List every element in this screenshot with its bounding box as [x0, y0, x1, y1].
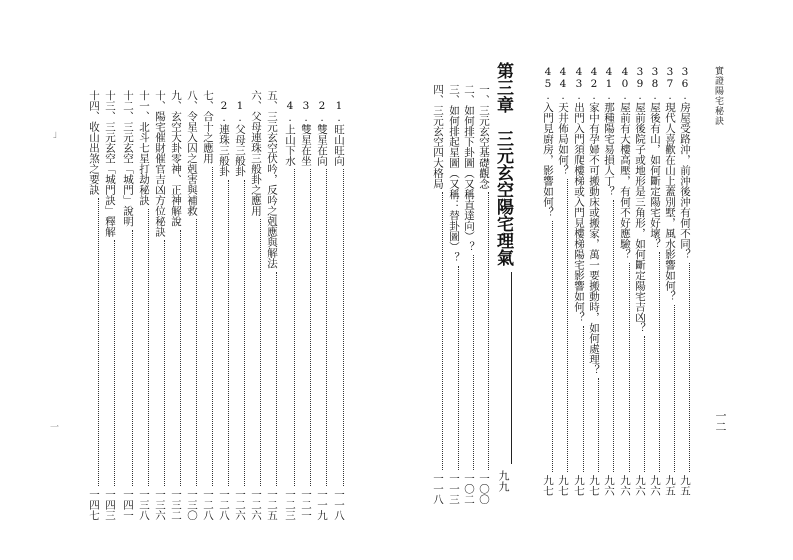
toc-section — [463, 84, 474, 504]
toc-entry-title: 八、令星入囚之剋害與補救 — [186, 90, 198, 216]
toc-entry-title: 43.出門入門須爬樓梯或入門見樓梯陽宅影響如何？ — [573, 66, 585, 323]
toc-entry-page: 一二一 — [300, 488, 312, 520]
toc-entry — [154, 90, 165, 520]
toc-entry-title: 37.現代人喜歡在山上蓋別墅，風水影響如何？ — [664, 66, 676, 302]
dot-leader — [552, 221, 553, 473]
toc-entry-title: 45.入門見廚房，影響如何？ — [542, 66, 554, 218]
toc-entry-title: 十三、三元玄空「城門訣」釋解 — [104, 90, 116, 237]
toc-entry — [250, 90, 261, 520]
toc-entry-title: 39.屋前後院子或地形是三角形，如何斷定陽宅吉凶？ — [634, 66, 646, 333]
toc-entry-page: 一三八 — [138, 488, 150, 520]
dot-leader — [132, 230, 133, 486]
toc-entry-page: 九七 — [573, 475, 585, 496]
dot-leader — [343, 169, 344, 486]
toc-entry-page: 九七 — [557, 475, 569, 496]
toc-entry-title: 十、陽宅催財催官吉凶方位秘訣 — [154, 90, 166, 237]
dot-leader — [583, 326, 584, 473]
toc-entry-title: 十四、收山出煞之要訣 — [88, 90, 100, 195]
toc-entry — [104, 90, 115, 520]
dot-leader — [212, 167, 213, 486]
toc-entry-title: 36.房屋受路沖，前沖後沖有何不同？ — [679, 66, 691, 260]
toc-entry-title: 七、合十之應用 — [202, 90, 214, 164]
toc-entry-page: 九五 — [664, 475, 676, 496]
margin-mark: 一 — [50, 423, 60, 433]
toc-entry — [557, 66, 568, 496]
toc-entry-title: 40.屋前有大樓高壓，有何不好應驗？ — [619, 66, 631, 260]
dot-leader — [228, 180, 229, 486]
toc-entry — [218, 100, 229, 520]
toc-entry — [202, 90, 213, 520]
toc-entry-title: 九、玄空大卦零神、正神解說 — [170, 90, 182, 227]
chapter-title: 第三章 三元玄空陽宅理氣 — [493, 62, 513, 266]
dot-leader — [260, 219, 261, 486]
dot-leader — [276, 272, 277, 486]
toc-entry — [316, 100, 327, 520]
toc-entry-page: 一一三 — [448, 472, 460, 504]
dot-leader — [598, 378, 599, 472]
toc-entry-page: 一四一 — [122, 488, 134, 520]
toc-entry — [603, 66, 614, 496]
dot-leader — [148, 209, 149, 486]
toc-entry-page: 一二八 — [202, 488, 214, 520]
page-number: 一二 — [714, 410, 727, 432]
toc-section — [478, 84, 489, 504]
toc-entry-page: 九六 — [603, 475, 615, 496]
toc-entry-page: 一一八 — [432, 472, 444, 504]
toc-entry-page: 九七 — [588, 475, 600, 496]
toc-entry — [122, 90, 133, 520]
toc-entry-page: 九六 — [649, 475, 661, 496]
dot-leader — [310, 169, 311, 486]
toc-entry-title: 2.連珠三般卦 — [218, 100, 230, 177]
dot-leader — [244, 180, 245, 486]
toc-entry-title: 4.上山下水 — [284, 100, 296, 166]
dot-leader — [613, 200, 614, 473]
toc-entry — [619, 66, 630, 496]
toc-entry-page: 一二三 — [284, 488, 296, 520]
toc-entry-title: 1.旺山旺向 — [333, 100, 345, 166]
toc-entry-page: 一三六 — [154, 488, 166, 520]
toc-entry-title: 四、三元玄空四大格局 — [432, 84, 444, 189]
toc-entry — [300, 100, 311, 520]
toc-entry — [186, 90, 197, 520]
chapter-rule — [511, 272, 512, 464]
dot-leader — [164, 240, 165, 486]
toc-entry — [573, 66, 584, 496]
toc-entry — [266, 90, 277, 520]
toc-entry-title: 十二、三元玄空「城門」說明 — [122, 90, 134, 227]
toc-entry — [634, 66, 645, 496]
toc-entry — [542, 66, 553, 496]
dot-leader — [644, 336, 645, 472]
dot-leader — [98, 198, 99, 486]
toc-entry — [333, 100, 344, 520]
toc-entry-page: 九七 — [542, 475, 554, 496]
toc-entry — [170, 90, 181, 520]
toc-entry-title: 38.屋後有山，如何斷定陽宅好壞？ — [649, 66, 661, 249]
toc-entry-page: 一二六 — [250, 488, 262, 520]
toc-entry-page: 一一八 — [333, 488, 345, 520]
toc-entry-page: 一一九 — [316, 488, 328, 520]
dot-leader — [473, 255, 474, 470]
toc-entry-title: 十一、北斗七星打劫秘訣 — [138, 90, 150, 206]
toc-entry-title: 1.父母三般卦 — [234, 100, 246, 177]
book-gutter — [387, 0, 405, 560]
toc-entry-page: 一三二 — [170, 488, 182, 520]
toc-entry-page: 一四三 — [104, 488, 116, 520]
running-header: 實證陽宅秘訣 — [713, 66, 723, 126]
toc-entry — [588, 66, 599, 496]
toc-entry-title: 41.那種陽宅易損人丁？ — [603, 66, 615, 197]
dot-leader — [567, 179, 568, 473]
toc-entry — [664, 66, 675, 496]
toc-entry-title: 2.雙星在向 — [316, 100, 328, 166]
toc-entry — [88, 90, 99, 520]
toc-entry — [679, 66, 690, 496]
toc-entry-title: 五、三元玄空伏吟，反吟之剋應與解法 — [266, 90, 278, 269]
dot-leader — [488, 192, 489, 470]
margin-mark: 」 — [53, 130, 63, 140]
toc-entry-title: 一、三元玄空基礎觀念 — [478, 84, 490, 189]
toc-entry — [284, 100, 295, 520]
toc-entry-title: 42.家中有孕婦不可搬動床或搬家，萬一要搬動時，如何處理？ — [588, 66, 600, 375]
toc-section — [432, 84, 443, 504]
dot-leader — [659, 252, 660, 472]
toc-entry-page: 一二八 — [218, 488, 230, 520]
toc-entry-page: 一二六 — [234, 488, 246, 520]
toc-entry-page: 九六 — [619, 475, 631, 496]
dot-leader — [442, 192, 443, 470]
toc-entry — [138, 90, 149, 520]
toc-entry-title: 44.天井佈局如何？ — [557, 66, 569, 176]
dot-leader — [458, 266, 459, 470]
dot-leader — [180, 230, 181, 486]
toc-entry-title: 3.雙星在坐 — [300, 100, 312, 166]
toc-entry-page: 九五 — [679, 475, 691, 496]
dot-leader — [629, 263, 630, 473]
toc-entry-page: 九六 — [634, 475, 646, 496]
dot-leader — [326, 169, 327, 486]
toc-entry-page: 一三〇 — [186, 488, 198, 520]
toc-entry-page: 一四七 — [88, 488, 100, 520]
dot-leader — [674, 305, 675, 473]
toc-entry-page: 一〇二 — [463, 472, 475, 504]
toc-section — [448, 84, 459, 504]
toc-entry-page: 一〇〇 — [478, 472, 490, 504]
toc-entry — [234, 100, 245, 520]
dot-leader — [114, 240, 115, 486]
toc-entry-title: 二、如何排下卦圖（又稱直達向）？ — [463, 84, 475, 252]
toc-entry — [649, 66, 660, 496]
toc-entry-title: 六、父母連珠三般卦之應用 — [250, 90, 262, 216]
chapter-page: 九九 — [497, 470, 510, 492]
toc-entry-title: 三、如何排起星圖（又稱：替卦圖）？ — [448, 84, 460, 263]
dot-leader — [196, 219, 197, 486]
dot-leader — [689, 263, 690, 473]
toc-entry-page: 一二五 — [266, 488, 278, 520]
dot-leader — [294, 169, 295, 486]
chapter-heading — [494, 62, 512, 492]
